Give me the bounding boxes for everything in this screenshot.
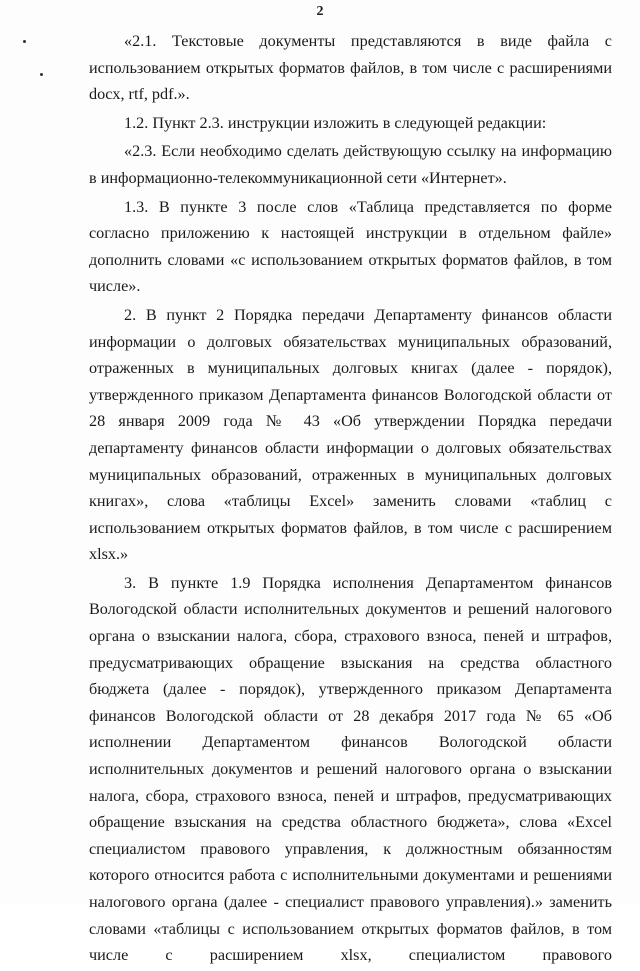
paragraph-2-3: «2.3. Если необходимо сделать действующую ссылку на информацию в информационно-телекоммуникационной сети «Интернет».	[89, 142, 612, 187]
paragraph-3: 3. В пункте 1.9 Порядка исполнения Департаментом финансов Вологодской области исполнительных документов и решений налогового органа о взыскании налога, сбора, страхового взноса, пеней и штрафов, предусматривающих обращение взыскания на средства областного бюджета (далее - порядок), утвержденного приказом Департамента финансов Вологодской области от 28 декабря 2017 года № 65 «Об исполнении Департаментом финансов Вологодской области исполнительных документов и решений налогового органа о взыскании налога, сбора, страхового взноса, пеней и штрафов, предусматривающих обращение взыскания на средства областного бюджета», слова «Excel специалистом правового управления, к должностным обязанностям которого относится работа с исполнительными документами и решениями налогового органа (далее - специалист правового управления).» заменить словами «таблицы с использованием открытых форматов файлов, в том числе с расширением xlsx, специалистом правового	[89, 573, 612, 965]
scan-speck	[40, 73, 43, 76]
document-body	[89, 28, 612, 971]
paragraph-1-2: 1.2. Пункт 2.3. инструкции изложить в следующей редакции:	[124, 113, 547, 132]
paragraph-2-1: «2.1. Текстовые документы представляются в виде файла с использованием открытых форматов файлов, в том числе с расширениями docx, rtf, pdf.».	[89, 32, 612, 104]
paragraph-2: 2. В пункт 2 Порядка передачи Департаменту финансов области информации о долговых обязательствах муниципальных образований, отраженных в муниципальных долговых книгах (далее - порядок), утвержденного приказом Департамента финансов Вологодской области от 28 января 2009 года № 43 «Об утверждении Порядка передачи департаменту финансов области информации о долговых обязательствах муниципальных образований, отраженных в муниципальных долговых книгах», слова «таблицы Excel» заменить словами «таблиц с использованием открытых форматов файлов, в том числе с расширением xlsx.»	[89, 305, 612, 564]
page-number: 2	[316, 4, 324, 19]
paragraph-1-3: 1.3. В пункте 3 после слов «Таблица представляется по форме согласно приложению к настоящей инструкции в отдельном файле» дополнить словами «с использованием открытых форматов файлов, в том числе».	[89, 197, 612, 296]
scan-speck	[23, 40, 26, 43]
